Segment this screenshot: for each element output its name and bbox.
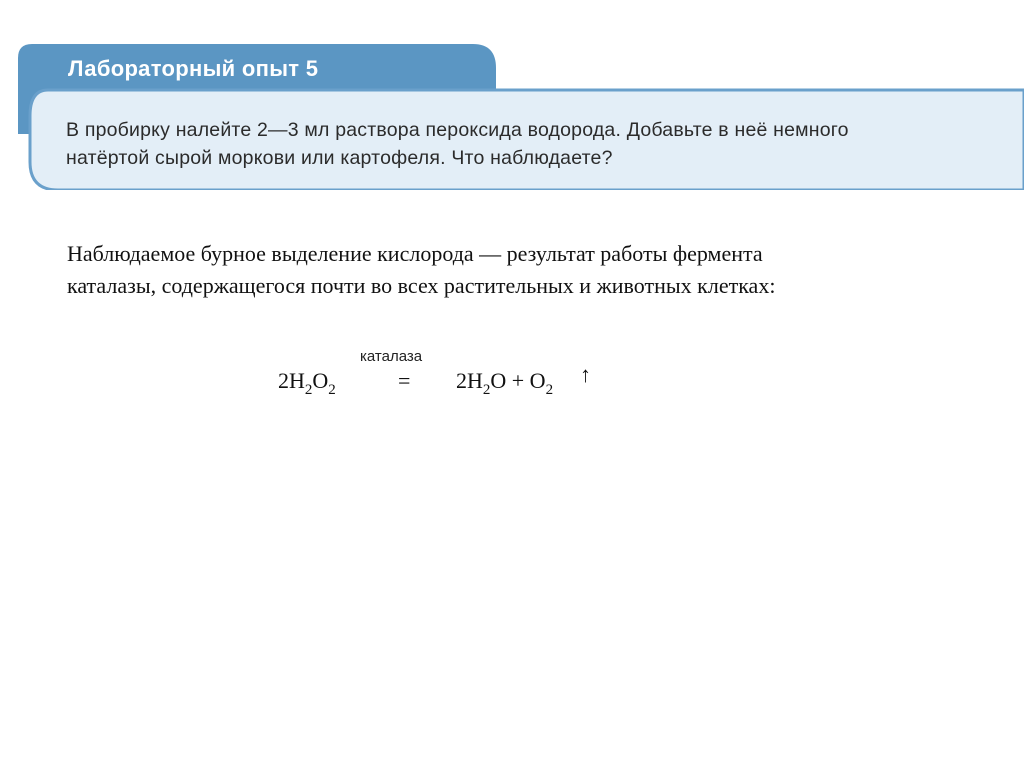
lab-experiment-card — [18, 44, 1024, 190]
explanation-line1: Наблюдаемое бурное выделение кислорода — результат работы фермента — [67, 241, 763, 266]
equation-catalyst-label: каталаза — [360, 348, 423, 365]
product-coef: 2H — [456, 368, 483, 393]
reactant-sub1: 2 — [304, 382, 313, 398]
product-sub1: 2 — [482, 382, 491, 398]
lab-card-instruction — [66, 116, 1016, 172]
equation-reactant — [278, 368, 336, 399]
product-oxygen: O + O — [490, 368, 546, 393]
equation-products — [456, 368, 553, 399]
chemical-equation — [278, 348, 638, 408]
lab-card-instruction-line1: В пробирку налейте 2—3 мл раствора пероксида водорода. Добавьте в неё немного — [66, 119, 849, 141]
product-sub2: 2 — [545, 382, 554, 398]
lab-card-title: Лабораторный опыт 5 — [68, 56, 319, 81]
explanation-line2: каталазы, содержащегося почти во всех растительных и животных клетках: — [67, 273, 776, 298]
gas-release-arrow-icon: ↑ — [580, 362, 591, 387]
lab-card-instruction-line2: натёртой сырой моркови или картофеля. Что наблюдаете? — [66, 147, 613, 169]
reactant-oxygen: O — [312, 368, 329, 393]
reactant-coef: 2H — [278, 368, 305, 393]
reactant-sub2: 2 — [328, 382, 336, 398]
explanation-paragraph — [67, 238, 967, 302]
equation-sign: = — [398, 368, 411, 393]
